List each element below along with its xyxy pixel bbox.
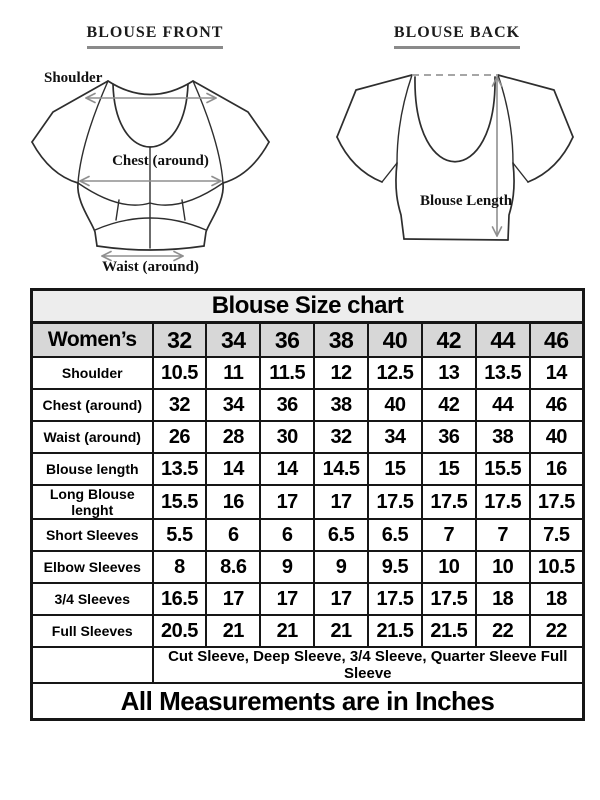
size-cell: 40 xyxy=(368,389,422,421)
empty-cell xyxy=(32,647,153,683)
table-title: Blouse Size chart xyxy=(32,290,584,323)
size-cell: 12 xyxy=(314,357,368,389)
size-cell: 18 xyxy=(530,583,584,615)
blouse-back-title-text: BLOUSE BACK xyxy=(394,24,520,49)
size-cell: 15 xyxy=(368,453,422,485)
size-cell: 9 xyxy=(260,551,314,583)
size-cell: 28 xyxy=(206,421,260,453)
size-cell: 36 xyxy=(422,421,476,453)
size-cell: 14 xyxy=(206,453,260,485)
size-cell: 15.5 xyxy=(476,453,530,485)
size-cell: 17.5 xyxy=(476,485,530,519)
size-col-header: 42 xyxy=(422,323,476,358)
size-cell: 13.5 xyxy=(153,453,207,485)
size-cell: 22 xyxy=(476,615,530,647)
size-cell: 6.5 xyxy=(368,519,422,551)
size-col-header: 38 xyxy=(314,323,368,358)
blouse-front-title xyxy=(55,24,255,49)
size-cell: 16 xyxy=(206,485,260,519)
size-cell: 21.5 xyxy=(422,615,476,647)
shoulder-label: Shoulder xyxy=(44,70,103,86)
row-label: Elbow Sleeves xyxy=(32,551,153,583)
table-row xyxy=(32,615,584,647)
blouse-back-title xyxy=(357,24,557,49)
size-cell: 30 xyxy=(260,421,314,453)
size-cell: 6 xyxy=(260,519,314,551)
size-cell: 38 xyxy=(314,389,368,421)
size-cell: 14 xyxy=(530,357,584,389)
size-cell: 8.6 xyxy=(206,551,260,583)
back-blouse-drawing xyxy=(320,50,590,260)
sleeve-note: Cut Sleeve, Deep Sleeve, 3/4 Sleeve, Quarter Sleeve Full Sleeve xyxy=(153,647,584,683)
table-title-row xyxy=(32,290,584,323)
size-col-header: 32 xyxy=(153,323,207,358)
size-cell: 34 xyxy=(206,389,260,421)
size-cell: 5.5 xyxy=(153,519,207,551)
row-label: Shoulder xyxy=(32,357,153,389)
size-cell: 13.5 xyxy=(476,357,530,389)
table-row xyxy=(32,583,584,615)
size-col-header: 36 xyxy=(260,323,314,358)
size-col-header: 44 xyxy=(476,323,530,358)
size-cell: 10 xyxy=(422,551,476,583)
size-cell: 14 xyxy=(260,453,314,485)
size-cell: 17 xyxy=(260,583,314,615)
size-cell: 7 xyxy=(476,519,530,551)
back-outline xyxy=(337,75,573,240)
size-cell: 17.5 xyxy=(422,583,476,615)
size-cell: 21 xyxy=(260,615,314,647)
blouse-length-label: Blouse Length xyxy=(420,193,513,209)
size-cell: 17.5 xyxy=(368,485,422,519)
size-cell: 44 xyxy=(476,389,530,421)
size-cell: 8 xyxy=(153,551,207,583)
size-cell: 42 xyxy=(422,389,476,421)
size-cell: 17 xyxy=(314,583,368,615)
table-header-row xyxy=(32,323,584,358)
size-cell: 20.5 xyxy=(153,615,207,647)
size-cell: 13 xyxy=(422,357,476,389)
size-cell: 9 xyxy=(314,551,368,583)
size-cell: 6 xyxy=(206,519,260,551)
size-cell: 21 xyxy=(206,615,260,647)
size-col-header: 46 xyxy=(530,323,584,358)
row-label: Chest (around) xyxy=(32,389,153,421)
size-cell: 46 xyxy=(530,389,584,421)
size-cell: 22 xyxy=(530,615,584,647)
size-cell: 17 xyxy=(314,485,368,519)
size-cell: 10 xyxy=(476,551,530,583)
size-cell: 36 xyxy=(260,389,314,421)
size-cell: 10.5 xyxy=(530,551,584,583)
size-table xyxy=(30,288,585,721)
table-row xyxy=(32,421,584,453)
table-row xyxy=(32,551,584,583)
size-cell: 6.5 xyxy=(314,519,368,551)
table-row xyxy=(32,485,584,519)
header-womens: Women’s xyxy=(32,323,153,358)
size-cell: 40 xyxy=(530,421,584,453)
size-col-header: 34 xyxy=(206,323,260,358)
size-cell: 7.5 xyxy=(530,519,584,551)
row-label: Short Sleeves xyxy=(32,519,153,551)
size-cell: 15 xyxy=(422,453,476,485)
row-label: Waist (around) xyxy=(32,421,153,453)
table-row xyxy=(32,453,584,485)
size-cell: 15.5 xyxy=(153,485,207,519)
size-cell: 32 xyxy=(153,389,207,421)
measurements-note: All Measurements are in Inches xyxy=(32,683,584,720)
size-cell: 12.5 xyxy=(368,357,422,389)
size-cell: 34 xyxy=(368,421,422,453)
size-cell: 17.5 xyxy=(422,485,476,519)
table-row xyxy=(32,389,584,421)
size-cell: 21 xyxy=(314,615,368,647)
size-cell: 17.5 xyxy=(368,583,422,615)
size-cell: 17 xyxy=(206,583,260,615)
size-cell: 11 xyxy=(206,357,260,389)
size-cell: 18 xyxy=(476,583,530,615)
row-label: 3/4 Sleeves xyxy=(32,583,153,615)
chest-label: Chest (around) xyxy=(112,153,209,169)
waist-label: Waist (around) xyxy=(102,259,199,275)
size-cell: 16.5 xyxy=(153,583,207,615)
size-cell: 17 xyxy=(260,485,314,519)
table-row xyxy=(32,357,584,389)
size-cell: 32 xyxy=(314,421,368,453)
table-footer-row xyxy=(32,683,584,720)
size-cell: 9.5 xyxy=(368,551,422,583)
blouse-front-title-text: BLOUSE FRONT xyxy=(87,24,224,49)
size-cell: 17.5 xyxy=(530,485,584,519)
size-cell: 14.5 xyxy=(314,453,368,485)
size-col-header: 40 xyxy=(368,323,422,358)
size-cell: 11.5 xyxy=(260,357,314,389)
size-cell: 26 xyxy=(153,421,207,453)
size-cell: 10.5 xyxy=(153,357,207,389)
sleeve-note-row xyxy=(32,647,584,683)
size-cell: 38 xyxy=(476,421,530,453)
size-cell: 7 xyxy=(422,519,476,551)
size-cell: 16 xyxy=(530,453,584,485)
size-cell: 21.5 xyxy=(368,615,422,647)
row-label: Full Sleeves xyxy=(32,615,153,647)
row-label: Long Blouse lenght xyxy=(32,485,153,519)
table-row xyxy=(32,519,584,551)
row-label: Blouse length xyxy=(32,453,153,485)
